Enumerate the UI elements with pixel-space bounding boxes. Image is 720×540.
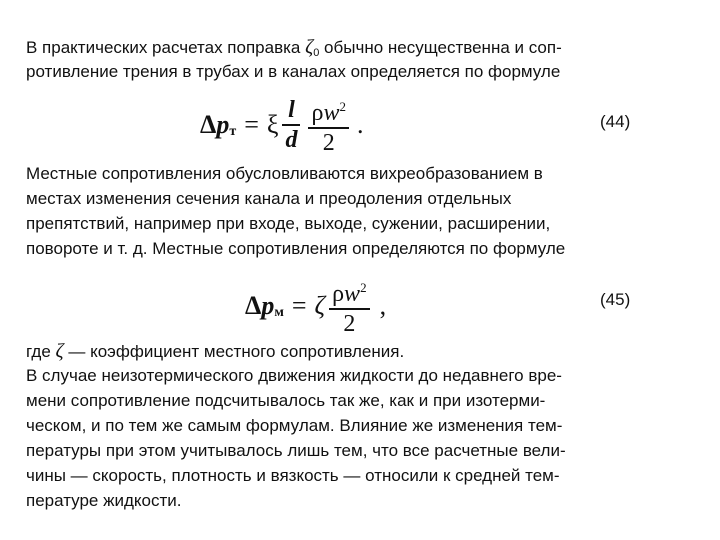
text-line-6: повороте и т. д. Местные сопротивления определяются по формуле — [26, 239, 566, 258]
rho-symbol: ρ — [332, 281, 345, 307]
fraction-numerator — [308, 93, 349, 127]
pressure-subscript: м — [274, 305, 284, 320]
fraction-rho-w2-over-2 — [308, 93, 349, 157]
period: . — [356, 110, 364, 139]
text-line-4: местах изменения сечения канала и преодоления отдельных — [26, 189, 512, 208]
text-line-8: В случае неизотермического движения жидкости до недавнего вре- — [26, 366, 562, 385]
text-fragment: где — [26, 342, 56, 361]
zeta-symbol: ζ — [55, 340, 64, 362]
velocity-symbol: w — [323, 100, 340, 126]
delta-symbol: Δ — [200, 110, 217, 139]
exponent: 2 — [360, 280, 367, 295]
text-fragment: — коэффициент местного сопротивления. — [63, 342, 405, 361]
text-line-10: ческом, и по тем же самым формулам. Влияние же изменения тем- — [26, 416, 563, 435]
text-line-9: мени сопротивление подсчитывалось так же, как и при изотерми- — [26, 391, 546, 410]
fraction-numerator: l — [288, 97, 295, 123]
text-line-11: пературы при этом учитывалось лишь тем, что все расчетные вели- — [26, 441, 566, 460]
exponent: 2 — [339, 99, 346, 114]
pressure-symbol: p — [216, 110, 230, 139]
formula-45 — [245, 274, 386, 338]
text-line-12: чины — скорость, плотность и вязкость — относили к средней тем- — [26, 466, 560, 485]
xi-symbol: ξ — [266, 110, 279, 139]
formula-44 — [200, 93, 363, 157]
text-line-7 — [26, 340, 404, 363]
text-fragment: В практических расчетах поправка — [26, 38, 306, 57]
text-fragment: обычно несущественна и соп- — [319, 38, 562, 57]
equals-sign: = — [244, 110, 259, 139]
zeta-symbol: ζ — [305, 36, 314, 58]
equation-number-45: (45) — [600, 290, 631, 309]
fraction-denominator: d — [285, 127, 298, 153]
zeta-symbol: ζ — [314, 291, 326, 320]
velocity-symbol: w — [344, 281, 361, 307]
text-line-2: ротивление трения в трубах и в каналах определяется по формуле — [26, 62, 561, 81]
text-line-3: Местные сопротивления обусловливаются вихреобразованием в — [26, 164, 543, 183]
fraction-denominator: 2 — [343, 311, 356, 337]
fraction-rho-w2-over-2 — [329, 274, 370, 338]
equation-number-44: (44) — [600, 112, 631, 131]
equals-sign: = — [291, 291, 307, 320]
text-line-5: препятствий, например при входе, выходе, сужении, расширении, — [26, 214, 551, 233]
pressure-subscript: т — [229, 124, 237, 139]
fraction-l-over-d — [282, 96, 300, 154]
zeta-subscript: 0 — [313, 47, 320, 59]
delta-symbol: Δ — [245, 291, 262, 320]
fraction-numerator — [329, 274, 370, 308]
comma: , — [379, 291, 387, 320]
rho-symbol: ρ — [311, 100, 324, 126]
pressure-symbol: p — [261, 291, 275, 320]
text-line-1 — [26, 36, 562, 64]
fraction-denominator: 2 — [322, 130, 335, 156]
text-line-13: пературе жидкости. — [26, 491, 182, 510]
